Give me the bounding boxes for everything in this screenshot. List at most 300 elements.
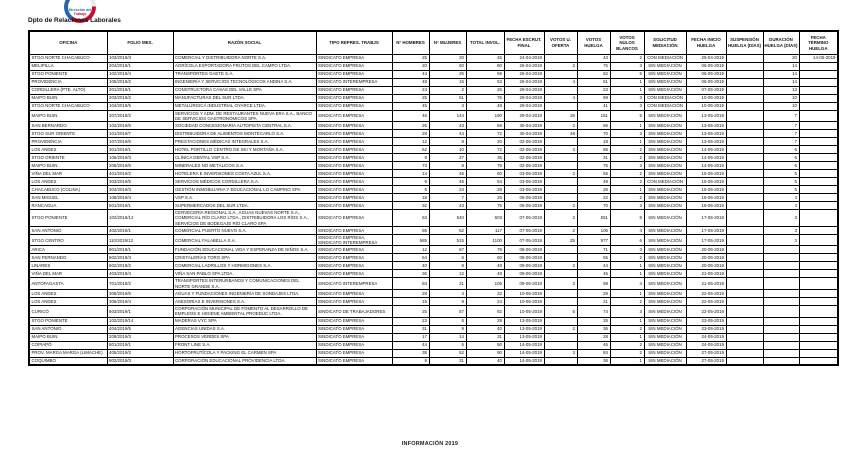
cell: 02-05-2019 (504, 146, 544, 154)
cell: 45 (577, 270, 610, 278)
col-header-razon-social: RAZÓN SOCIAL (173, 31, 316, 54)
cell: 3 (610, 62, 644, 70)
cell: 9 (392, 178, 429, 186)
cell: 36 (577, 357, 610, 365)
cell: 6 (610, 234, 644, 246)
cell: 502/2019/3 (107, 254, 173, 262)
cell: 44 (392, 70, 429, 78)
cell: 2 (610, 254, 644, 262)
cell (799, 194, 838, 202)
cell: 2 (544, 325, 577, 333)
cell (763, 262, 799, 270)
cell (726, 298, 763, 306)
cell (726, 210, 763, 227)
cell: 3 (610, 306, 644, 318)
col-header-duracion-huelga-dias: DURACIÓN HUELGA (DÍAS) (763, 31, 799, 54)
cell (799, 146, 838, 154)
cell (544, 86, 577, 94)
cell: 1 (610, 186, 644, 194)
cell: 31 (466, 333, 504, 341)
cell (799, 333, 838, 341)
cell: SINDICATO EMPRESA (316, 254, 392, 262)
cell: 62 (392, 146, 429, 154)
cell (799, 170, 838, 178)
cell: SINDICATO EMPRESA (316, 298, 392, 306)
cell: MAIPO BUIN (29, 94, 107, 102)
cell: 06-05-2019 (504, 194, 544, 202)
cell: 101/2019/7 (107, 130, 173, 138)
cell (726, 290, 763, 298)
cell: TRANSPORTES INTERURBANOS Y COMUNICACIONES DEL NORTE GRANDE S.A. (173, 278, 316, 290)
cell: SIN MEDIACIÓN (644, 278, 686, 290)
cell: 07-05-2019 (504, 226, 544, 234)
cell: 06-05-2019 (686, 78, 726, 86)
table-row (29, 102, 838, 110)
cell: 14 (429, 333, 466, 341)
cell: 25 (429, 70, 466, 78)
cell (544, 186, 577, 194)
cell: 21-05-2019 (686, 278, 726, 290)
cell: 501/2019/1 (107, 202, 173, 210)
cell: 2 (544, 210, 577, 227)
cell: 207/2019/2 (107, 110, 173, 122)
cell: SINDICATO DE TRABAJADORES (316, 306, 392, 318)
cell: 6 (429, 341, 466, 349)
cell: 22-05-2019 (686, 306, 726, 318)
cell: 405/2019/2 (107, 349, 173, 357)
cell: 62 (577, 70, 610, 78)
cell: 48 (392, 78, 429, 86)
header-row (29, 31, 838, 54)
cell (726, 138, 763, 146)
cell: PROVIDENCIA (29, 138, 107, 146)
cell: 401/2019/2 (107, 170, 173, 178)
cell: 25 (544, 234, 577, 246)
cell: 35 (466, 154, 504, 162)
col-header-votos-u-oferta: VOTOS U. OFERTA (544, 31, 577, 54)
cell: STGO NORTE CHACABUCO (29, 102, 107, 110)
cell: 23-05-2019 (686, 325, 726, 333)
cell: SIN MEDIACIÓN (644, 146, 686, 154)
cell: 4 (429, 290, 466, 298)
cell (763, 298, 799, 306)
table-row (29, 170, 838, 178)
cell: 72 (466, 130, 504, 138)
cell: 75 (466, 202, 504, 210)
cell: COPIAPÓ (29, 341, 107, 349)
cell: SINDICATO EMPRESA (316, 290, 392, 298)
cell: 17-05-2019 (686, 226, 726, 234)
cell: SINDICATO EMPRESA (316, 325, 392, 333)
cell: 3 (544, 349, 577, 357)
cell: 20-05-2019 (686, 254, 726, 262)
cell: ARICA (29, 246, 107, 254)
col-header-suspension-huelga-dias: SUSPENSIÓN HUELGA (DÍAS) (726, 31, 763, 54)
cell (799, 86, 838, 94)
cell (763, 270, 799, 278)
cell: 13-05-2019 (686, 130, 726, 138)
cell: INGENIERÍA Y SERVICIOS TECNOLÓGICOS ANDINA S.A. (173, 78, 316, 86)
cell: 46 (577, 341, 610, 349)
cell (726, 146, 763, 154)
cell: 1 (610, 357, 644, 365)
cell: SIN MEDIACIÓN (644, 357, 686, 365)
cell: SINDICATO EMPRESA (316, 194, 392, 202)
cell: 1 (610, 262, 644, 270)
cell: 29 (466, 186, 504, 194)
cell: CLÍNICA DENTAL VSP S.A. (173, 154, 316, 162)
cell: 15-05-2019 (686, 178, 726, 186)
cell: 8 (429, 262, 466, 270)
cell: 27-05-2019 (686, 349, 726, 357)
table-row (29, 270, 838, 278)
cell: SERVICIOS MÉDICOS CORDILLERA S.A. (173, 178, 316, 186)
cell: 13-05-2019 (504, 333, 544, 341)
cell (799, 178, 838, 186)
table-row (29, 94, 838, 102)
cell: 40 (466, 357, 504, 365)
cell: 13-05-2019 (504, 325, 544, 333)
cell (726, 94, 763, 102)
cell: 24-04-2019 (504, 54, 544, 62)
cell: STGO CENTRO (29, 234, 107, 246)
cell: 6 (763, 146, 799, 154)
cell: 12 (429, 270, 466, 278)
cell: 26 (392, 122, 429, 130)
cell (726, 341, 763, 349)
cell: COMERCIAL PUERTO NUEVO S.A. (173, 226, 316, 234)
cell: 02-05-2019 (504, 138, 544, 146)
cell: COMERCIAL FALABELLA S.A. (173, 234, 316, 246)
cell: 30-04-2019 (504, 122, 544, 130)
cell: 8 (610, 210, 644, 227)
cell: 31 (429, 357, 466, 365)
table-row (29, 154, 838, 162)
strikes-table (28, 30, 839, 366)
cell: SINDICATO EMPRESA (316, 138, 392, 146)
footer-caption: INFORMACIÓN 2019 (401, 441, 459, 447)
cell: SIN MEDIACIÓN (644, 254, 686, 262)
cell: SIN MEDIACIÓN (644, 186, 686, 194)
cell (799, 122, 838, 130)
cell: LOS ANDES (29, 298, 107, 306)
cell: 63 (392, 210, 429, 227)
cell: SIN MEDIACIÓN (644, 246, 686, 254)
cell: SIN MEDIACIÓN (644, 122, 686, 130)
cell: 44 (429, 130, 466, 138)
cell (726, 54, 763, 62)
cell: 304/2019/3 (107, 186, 173, 194)
cell: 3 (610, 94, 644, 102)
cell: SIN MEDIACIÓN (644, 130, 686, 138)
table-row (29, 138, 838, 146)
cell: 2 (610, 54, 644, 62)
cell (544, 290, 577, 298)
cell: 25 (392, 94, 429, 102)
cell: 12 (392, 138, 429, 146)
cell: 3 (610, 162, 644, 170)
cell: 105 (466, 278, 504, 290)
cell: RANCAGUA (29, 202, 107, 210)
cell: 5 (763, 170, 799, 178)
cell: SIN MEDIACIÓN (644, 317, 686, 325)
cell: 8 (392, 154, 429, 162)
table-row (29, 78, 838, 86)
cell: 22-05-2019 (686, 298, 726, 306)
cell: 203/2019/2 (107, 94, 173, 102)
cell: 105/2019/2 (107, 78, 173, 86)
cell (799, 102, 838, 110)
cell: 06-05-2019 (504, 202, 544, 210)
cell (799, 130, 838, 138)
cell: 585 (392, 234, 429, 246)
cell: 52 (429, 349, 466, 357)
cell: 4 (763, 202, 799, 210)
cell: 26 (577, 186, 610, 194)
cell: SIN MEDIACIÓN (644, 110, 686, 122)
cell: 55 (392, 226, 429, 234)
cell: 208/2019/3 (107, 333, 173, 341)
cell: 108/2019/4 (107, 194, 173, 202)
cell: 14-05-2019 (504, 357, 544, 365)
cell: 09-05-2019 (504, 262, 544, 270)
cell: 46 (429, 170, 466, 178)
cell: 6 (429, 254, 466, 262)
cell: PROV. MARGA MARGA (LIMACHE) (29, 349, 107, 357)
cell: 5 (392, 186, 429, 194)
cell: SINDICATO EMPRESA (316, 146, 392, 154)
cell: 14 (763, 62, 799, 70)
cell (799, 154, 838, 162)
cell: 49 (577, 178, 610, 186)
cell: 44 (577, 262, 610, 270)
cell: 2 (610, 146, 644, 154)
cell (726, 254, 763, 262)
cell: 151 (577, 110, 610, 122)
cell (799, 246, 838, 254)
table-row (29, 194, 838, 202)
cell: SINDICATO EMPRESA (316, 317, 392, 325)
table-row (29, 122, 838, 130)
cell: 190 (466, 110, 504, 122)
cell: 10-05-2019 (504, 306, 544, 318)
cell: 21 (577, 298, 610, 306)
cell: SINDICATO EMPRESA (316, 62, 392, 70)
cell: 10-05-2019 (686, 102, 726, 110)
table-row (29, 130, 838, 138)
cell: SINDICATO EMPRESA (316, 162, 392, 170)
cell: 3 (610, 102, 644, 110)
cell: CERVECERÍA REGIONAL S.A., AGUAS NUEVAS NORTE S.A., COMERCIAL RÍO CLARO LTDA., DISTRIBUIDORA LOS RÍOS S.A., SERVICIOS DE BODEGAJE RÍO CLARO SPA (173, 210, 316, 227)
cell (799, 62, 838, 70)
cell: 20 (429, 54, 466, 62)
cell: 2 (544, 62, 577, 70)
cell (726, 234, 763, 246)
cell: CORPORACIÓN EDUCACIONAL PROVIDENCIA LTDA. (173, 357, 316, 365)
cell: 75 (577, 62, 610, 70)
cell: LOS ANDES (29, 146, 107, 154)
cell (799, 70, 838, 78)
cell: 1 (610, 78, 644, 86)
cell: 144 (429, 110, 466, 122)
cell: 48 (544, 130, 577, 138)
cell: 50 (466, 341, 504, 349)
cell: 102/2019/12 (107, 210, 173, 227)
cell: 8 (429, 162, 466, 170)
table-row (29, 178, 838, 186)
cell: 204/2019/1 (107, 62, 173, 70)
cell: 205/2019/6 (107, 162, 173, 170)
cell: 70 (577, 130, 610, 138)
cell: SAN FERNANDO (29, 254, 107, 262)
cell: 22-05-2019 (686, 290, 726, 298)
cell: CORDILLERA (PTE. ALTO) (29, 86, 107, 94)
cell (799, 262, 838, 270)
cell: 84 (392, 278, 429, 290)
cell: 106/2019/3 (107, 154, 173, 162)
cell: 84 (577, 349, 610, 357)
cell: 5 (763, 178, 799, 186)
cell: METALÚRGICA INDUSTRIAL OYARCE LTDA. (173, 102, 316, 110)
cell (763, 278, 799, 290)
cell: SIN MEDIACIÓN (644, 154, 686, 162)
cell: 7 (429, 194, 466, 202)
cell (544, 138, 577, 146)
cell: 10 (763, 94, 799, 102)
cell: SIN MEDIACIÓN (644, 194, 686, 202)
cell: STGO PONIENTE (29, 70, 107, 78)
cell: FRONT LINE S.A. (173, 341, 316, 349)
col-header-fecha-inicio-huelga: FECHA INICIO HUELGA (686, 31, 726, 54)
col-header-fecha-termino-huelga: FECHA TÉRMINO HUELGA (799, 31, 838, 54)
table-row (29, 349, 838, 357)
table-row (29, 290, 838, 298)
cell: 07-05-2019 (504, 234, 544, 246)
cell: 17 (392, 333, 429, 341)
cell: 2 (544, 122, 577, 130)
cell (544, 341, 577, 349)
cell (799, 254, 838, 262)
cell: 15 (392, 298, 429, 306)
cell: 303/2019/5 (107, 178, 173, 186)
cell (544, 270, 577, 278)
cell: SIN MEDIACIÓN (644, 341, 686, 349)
cell: 68 (577, 94, 610, 102)
cell: PROVIDENCIA (29, 78, 107, 86)
cell (726, 317, 763, 325)
cell: 21 (429, 278, 466, 290)
cell: 2 (429, 86, 466, 94)
cell (799, 357, 838, 365)
cell: 5 (544, 306, 577, 318)
cell: 69 (466, 122, 504, 130)
cell: 103/2019/3 (107, 54, 173, 62)
cell: 20-05-2019 (686, 262, 726, 270)
cell (799, 202, 838, 210)
cell: 82 (466, 306, 504, 318)
col-header-solicitud-mediacion: SOLICITUD MEDIACIÓN (644, 31, 686, 54)
cell: 2 (610, 341, 644, 349)
cell: 602/2019/2 (107, 262, 173, 270)
cell: 107/2019/6 (107, 138, 173, 146)
cell: SAN ANTONIO (29, 325, 107, 333)
cell: 3 (429, 102, 466, 110)
cell: 17-05-2019 (686, 234, 726, 246)
cell: SIN MEDIACIÓN (644, 290, 686, 298)
cell (799, 234, 838, 246)
cell (726, 202, 763, 210)
table-row (29, 298, 838, 306)
cell: 5 (610, 110, 644, 122)
cell: SINDICATO INTEREMPRESA (316, 78, 392, 86)
cell: CORPORACIÓN MUNICIPAL DE FOMENTO AL DESARROLLO DE EMPLEOS E HIGIENE AMBIENTAL PROEDUC LTDA. (173, 306, 316, 318)
table-row (29, 162, 838, 170)
cell: SIN MEDIACIÓN (644, 262, 686, 270)
cell: 40 (466, 325, 504, 333)
cell: SIN MEDIACIÓN (644, 333, 686, 341)
cell: 70 (577, 202, 610, 210)
cell: 28 (577, 333, 610, 341)
cell: VIÑA DEL MAR (29, 270, 107, 278)
cell: 3 (544, 146, 577, 154)
cell: DISTRIBUIDORA DE ALIMENTOS MONTECARLO S.A. (173, 130, 316, 138)
cell (763, 333, 799, 341)
cell: 36 (577, 325, 610, 333)
cell: SIN MEDIACIÓN (644, 306, 686, 318)
cell: 02-05-2019 (504, 154, 544, 162)
col-header-n-mujeres: N° MUJERES (429, 31, 466, 54)
cell (726, 86, 763, 94)
cell: 27 (429, 154, 466, 162)
cell: SINDICATO EMPRESA (316, 341, 392, 349)
cell: SOCIEDAD CONCESIONARIA AUTOPISTA CENTRAL S.A. (173, 122, 316, 130)
cell: 9 (429, 298, 466, 306)
cell: 15 (429, 78, 466, 86)
cell (726, 102, 763, 110)
cell (799, 226, 838, 234)
col-header-votos-huelga: VOTOS HUELGA (577, 31, 610, 54)
cell: 21-05-2019 (686, 270, 726, 278)
cell: 15-05-2019 (686, 186, 726, 194)
cell (726, 110, 763, 122)
cell (799, 138, 838, 146)
cell: COMERCIAL LADRILLOS Y HORMIGONES S.A. (173, 262, 316, 270)
cell: 28 (392, 130, 429, 138)
cell: 54 (392, 254, 429, 262)
table-row (29, 262, 838, 270)
cell: STGO NORTE CHACABUCO (29, 54, 107, 62)
cell: SINDICATO EMPRESA (316, 186, 392, 194)
cell: 48 (466, 270, 504, 278)
cell: SINDICATO EMPRESA (316, 246, 392, 254)
cell: 2 (544, 202, 577, 210)
cell: 32 (466, 290, 504, 298)
cell: 7 (763, 138, 799, 146)
cell: 80 (466, 62, 504, 70)
cell (763, 325, 799, 333)
col-header-total-invol: TOTAL INVOL. (466, 31, 504, 54)
cell: 60 (466, 170, 504, 178)
cell: 43 (429, 202, 466, 210)
cell: 24 (466, 298, 504, 306)
cell: 6 (763, 154, 799, 162)
cell: 15-05-2019 (686, 170, 726, 178)
cell: SINDICATO EMPRESA (316, 70, 392, 78)
cell: 2 (544, 226, 577, 234)
cell: 305/2019/6 (107, 290, 173, 298)
cell: 08-05-2019 (504, 254, 544, 262)
cell: 8 (429, 138, 466, 146)
